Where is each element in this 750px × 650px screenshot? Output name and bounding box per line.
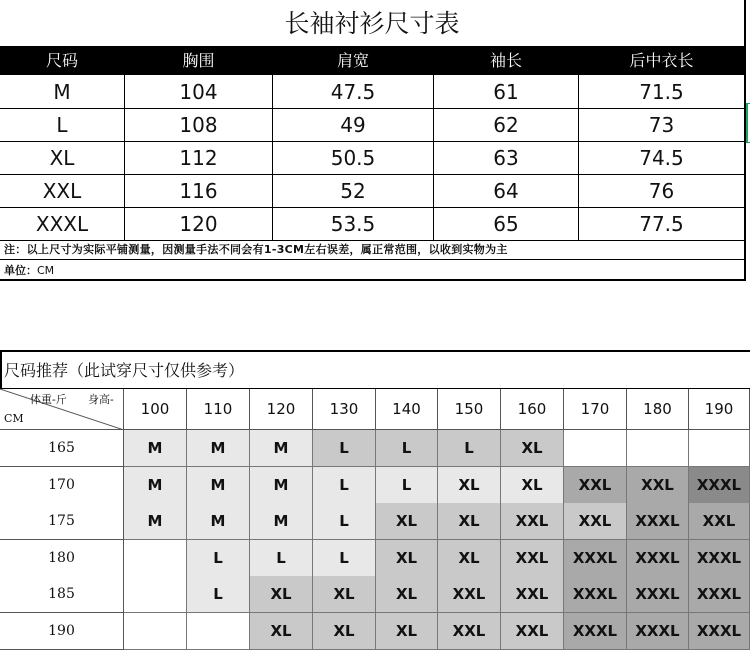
weight-header-130: 130 [313,389,376,430]
table-row [0,141,744,175]
cell-length: 73 [648,113,675,137]
size-recommendation-table [0,350,750,650]
size-cell: XL [376,576,438,613]
size-cell: M [124,430,187,467]
cell-chest: 116 [179,179,218,203]
size-cell: XXL [501,503,564,540]
size-cell: L [438,430,501,467]
size-chart-header-row [0,47,744,75]
corner-cell [0,389,124,430]
size-cell: L [187,576,250,613]
header-chest: 胸围 [182,51,215,70]
size-cell: XL [438,467,501,504]
height-label-165: 165 [0,430,124,467]
cell-length: 71.5 [639,80,684,104]
size-cell: M [124,467,187,504]
size-cell: XXL [438,613,501,650]
cell-shoulder: 53.5 [330,212,376,236]
size-cell: XL [376,540,438,577]
size-cell: XXL [564,467,627,504]
size-cell: M [187,467,250,504]
size-cell [187,613,250,650]
height-label-170: 170 [0,467,124,504]
cell-shoulder: 47.5 [330,80,376,104]
unit-value: CM [37,264,55,277]
size-cell: XL [313,613,376,650]
table-row [0,75,744,109]
size-cell: L [313,467,376,504]
cell-sleeve: 65 [493,212,519,236]
cell-size: XXL [42,179,82,203]
size-cell: L [187,540,250,577]
column-divider [578,75,579,240]
size-cell: XXL [627,467,689,504]
size-cell: L [250,540,313,577]
size-cell: XXL [564,503,627,540]
size-cell: XXXL [627,576,689,613]
cell-shoulder: 52 [340,179,366,203]
header-size: 尺码 [45,51,78,70]
recommendation-title: 尺码推荐（此试穿尺寸仅供参考） [4,361,245,380]
size-cell: XXXL [627,503,689,540]
cell-chest: 104 [179,80,218,104]
cell-size: XL [49,146,75,170]
weight-header-190: 190 [689,389,750,430]
weight-axis-label: 体重-斤 [30,393,67,406]
size-cell: XXXL [689,613,750,650]
size-cell: M [187,503,250,540]
unit-label: 单位： [4,264,37,277]
size-cell: L [376,430,438,467]
size-cell: XXXL [627,613,689,650]
cell-length: 74.5 [639,146,684,170]
size-cell: M [250,503,313,540]
size-cell: XXL [501,540,564,577]
header-sleeve: 袖长 [489,51,522,70]
table-row [0,174,744,208]
size-cell [564,430,627,467]
height-label-190: 190 [0,613,124,650]
measurement-note: 注：以上尺寸为实际平铺测量，因测量手法不同会有1-3CM左右误差，属正常范围，以收到实物为主 [4,243,508,256]
size-cell: XL [250,613,313,650]
size-cell: XL [376,613,438,650]
size-cell: XXXL [627,540,689,577]
size-chart-title: 长袖衬衫尺寸表 [0,0,744,47]
table-row [0,207,744,241]
size-cell: XL [250,576,313,613]
size-cell: XXXL [564,540,627,577]
cell-sleeve: 64 [493,179,519,203]
size-cell: XXL [501,613,564,650]
column-divider [124,75,125,240]
size-cell: M [250,430,313,467]
unit-line [4,262,54,278]
size-cell: L [313,540,376,577]
size-cell: XL [501,430,564,467]
cell-chest: 120 [179,212,218,236]
size-cell: XL [376,503,438,540]
size-cell: L [376,467,438,504]
header-length: 后中衣长 [629,51,694,70]
weight-header-170: 170 [564,389,627,430]
divider [0,259,744,260]
size-cell: M [124,503,187,540]
size-cell [124,613,187,650]
weight-header-140: 140 [376,389,438,430]
cell-length: 76 [648,179,675,203]
size-cell: XL [438,540,501,577]
size-cell: XL [438,503,501,540]
weight-header-150: 150 [438,389,501,430]
size-cell: XXXL [564,613,627,650]
size-cell: XXL [501,576,564,613]
size-cell: L [313,503,376,540]
cm-label: CM [4,412,24,425]
size-cell: XL [313,576,376,613]
size-cell: XXL [689,503,750,540]
table-row [0,108,744,142]
cell-sleeve: 63 [493,146,519,170]
cell-chest: 108 [179,113,218,137]
cell-sleeve: 62 [493,113,519,137]
size-cell: XXL [438,576,501,613]
size-cell: XXXL [564,576,627,613]
cell-size: L [56,113,68,137]
cell-size: M [53,80,71,104]
weight-header-120: 120 [250,389,313,430]
weight-header-160: 160 [501,389,564,430]
column-divider [433,75,434,240]
weight-header-110: 110 [187,389,250,430]
size-cell: M [250,467,313,504]
cell-length: 77.5 [639,212,684,236]
size-cell: XXXL [689,576,750,613]
weight-header-100: 100 [124,389,187,430]
size-cell [689,430,750,467]
header-shoulder: 肩宽 [336,51,369,70]
column-divider [272,75,273,240]
size-cell [124,576,187,613]
weight-header-180: 180 [627,389,689,430]
cell-size: XXXL [35,212,89,236]
height-label-175: 175 [0,503,124,540]
size-cell [627,430,689,467]
height-axis-label: 身高- [88,393,114,406]
size-cell: XL [501,467,564,504]
size-cell: XXXL [689,467,750,504]
cell-shoulder: 49 [340,113,366,137]
size-cell: L [313,430,376,467]
cell-shoulder: 50.5 [330,146,376,170]
size-chart-table [0,0,746,281]
size-cell: XXXL [689,540,750,577]
size-cell [124,540,187,577]
cell-sleeve: 61 [493,80,519,104]
cell-selection-marker [746,103,750,143]
cell-chest: 112 [179,146,218,170]
height-label-180: 180 [0,540,124,577]
size-cell: M [187,430,250,467]
height-label-185: 185 [0,576,124,613]
